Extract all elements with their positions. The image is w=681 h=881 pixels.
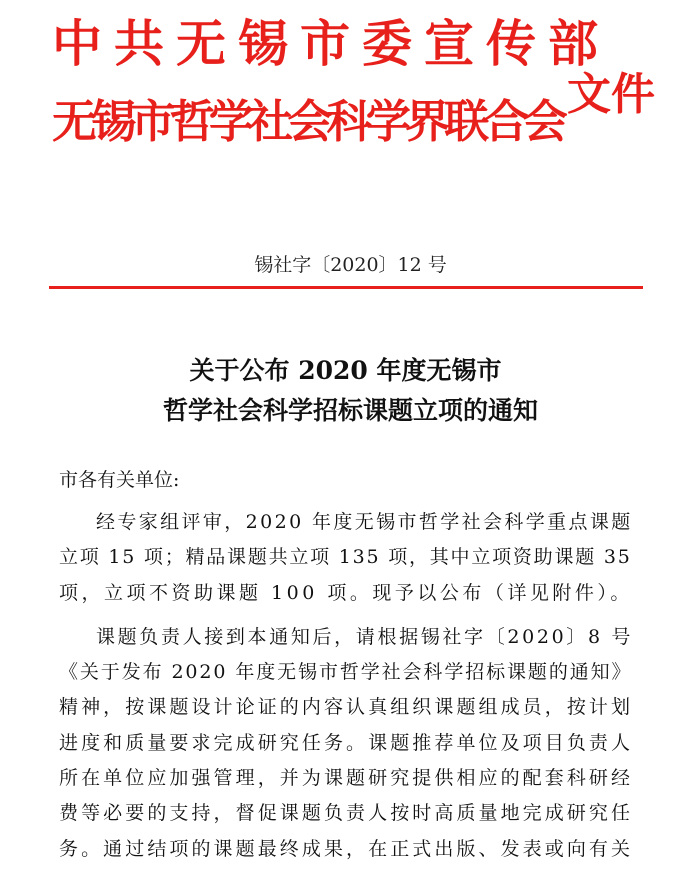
body-paragraph-2-line-4: 进度和质量要求完成研究任务。课题推荐单位及项目负责人 bbox=[59, 732, 634, 754]
body-paragraph-1-line-3: 项，立项不资助课题 100 项。现予以公布（详见附件）。 bbox=[59, 582, 633, 604]
masthead-issuer-propaganda-dept: 中共无锡市委宣传部 bbox=[52, 15, 610, 73]
masthead-document-suffix: 文件 bbox=[567, 69, 655, 120]
body-paragraph-1-line-1: 经专家组评审，2020 年度无锡市哲学社会科学重点课题 bbox=[96, 511, 633, 533]
document-title-line-1: 关于公布 2020 年度无锡市 bbox=[189, 356, 502, 385]
body-paragraph-1-line-2: 立项 15 项；精品课题共立项 135 项，其中立项资助课题 35 bbox=[59, 546, 632, 568]
masthead-issuer-social-science-federation: 无锡市哲学社会科学界联合会 bbox=[52, 95, 562, 148]
document-number: 锡社字〔2020〕12 号 bbox=[254, 254, 447, 276]
body-paragraph-2-line-2: 《关于发布 2020 年度无锡市哲学社会科学招标课题的通知》 bbox=[59, 661, 633, 683]
document-title-line-2: 哲学社会科学招标课题立项的通知 bbox=[162, 396, 538, 425]
red-separator-line bbox=[49, 286, 643, 289]
body-paragraph-2-line-5: 所在单位应加强管理，并为课题研究提供相应的配套科研经 bbox=[59, 767, 634, 789]
body-paragraph-2-line-3: 精神，按课题设计论证的内容认真组织课题组成员，按计划 bbox=[59, 696, 634, 718]
body-paragraph-2-line-6: 费等必要的支持，督促课题负责人按时高质量地完成研究任 bbox=[59, 802, 634, 824]
body-paragraph-2-line-7: 务。通过结项的课题最终成果，在正式出版、发表或向有关 bbox=[59, 838, 634, 860]
body-paragraph-2-line-1: 课题负责人接到本通知后，请根据锡社字〔2020〕8 号 bbox=[96, 626, 634, 648]
salutation: 市各有关单位: bbox=[59, 469, 180, 491]
